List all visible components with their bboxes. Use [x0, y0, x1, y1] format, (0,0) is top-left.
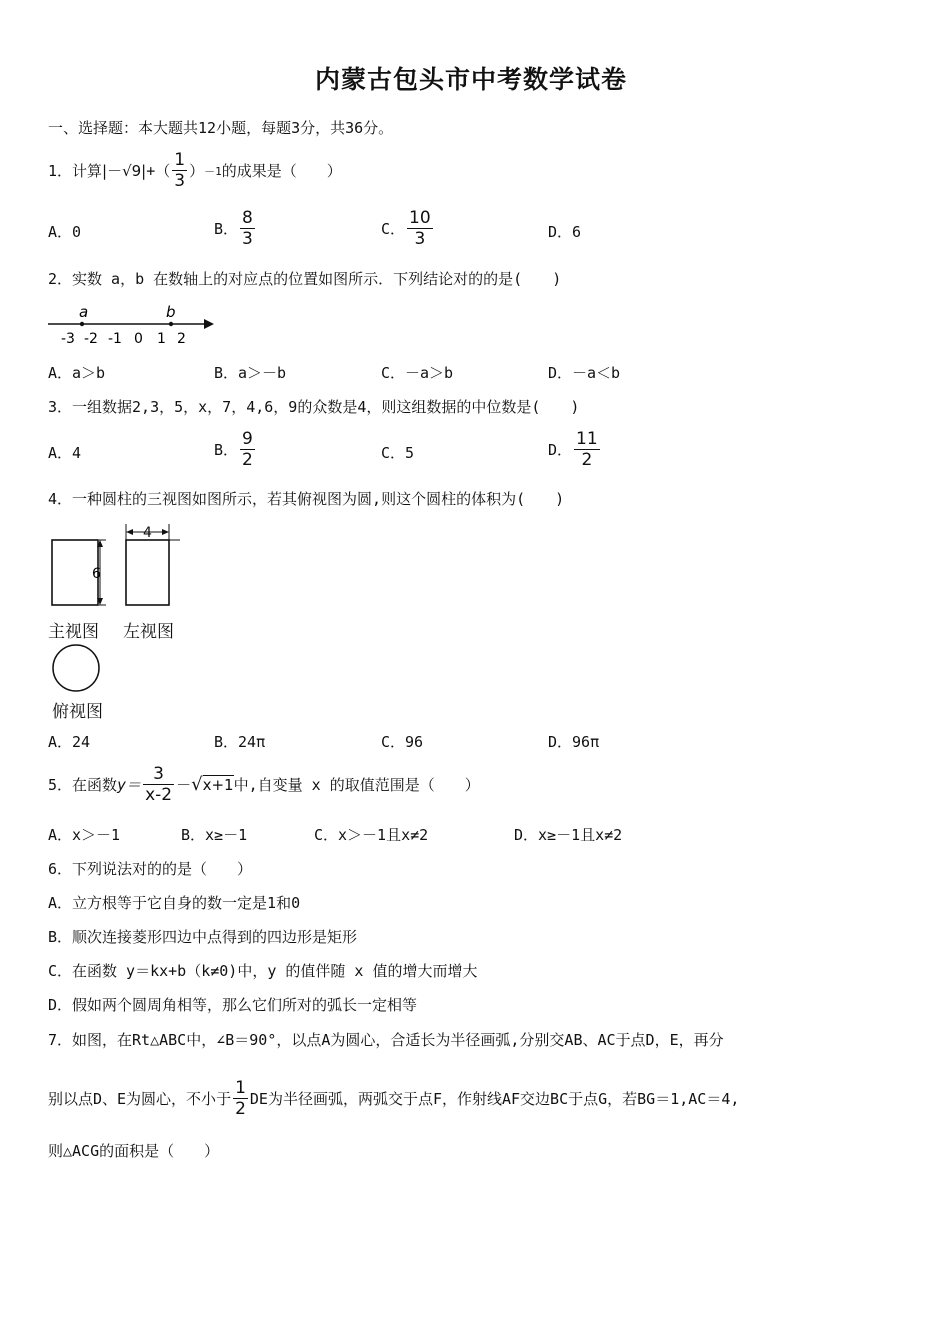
q2-option-c: C．－a＞b	[381, 364, 454, 382]
q5-minus: －	[176, 776, 192, 794]
q1-frac-den: 3	[174, 171, 186, 191]
top-view-caption: 俯视图	[52, 702, 103, 722]
q4-option-a: A．24	[48, 733, 91, 751]
q3-option-b	[214, 429, 257, 470]
q5-stem-b: 中,自变量 x 的取值范围是（ ）	[233, 776, 480, 794]
q2-option-a: A．a＞b	[48, 364, 106, 382]
q5-option-c: C．x＞－1且x≠2	[314, 826, 429, 844]
question-5-stem	[48, 764, 480, 805]
q3-option-a: A．4	[48, 444, 82, 462]
q1-stem-b: +（	[146, 162, 171, 180]
question-7-line-2	[48, 1078, 739, 1119]
q4-option-b: B．24π	[214, 733, 266, 751]
q3-option-d-label: D．	[548, 441, 573, 459]
q1-c-den: 3	[414, 229, 426, 249]
tick-label-neg2: -2	[84, 331, 98, 347]
q1-abs-expr: |－√9|	[102, 162, 147, 180]
width-dim-label: 4	[143, 525, 152, 541]
q3-option-b-frac	[240, 429, 255, 470]
tick-label-0: 0	[134, 331, 143, 347]
q6-option-c: C．在函数 y＝kx+b（k≠0)中，y 的值伴随 x 值的增大而增大	[48, 962, 478, 980]
q3-option-c: C．5	[381, 444, 415, 462]
left-view-caption: 左视图	[123, 622, 174, 642]
question-1-stem	[48, 150, 342, 191]
three-view-figure	[44, 520, 194, 620]
q4-option-d: D．96π	[548, 733, 600, 751]
tick-label-neg3: -3	[61, 331, 75, 347]
q1-exponent: －1	[204, 164, 222, 178]
q1-option-d: D．6	[548, 223, 582, 241]
q3-option-d	[548, 429, 602, 470]
tick-label-neg1: -1	[108, 331, 122, 347]
q3-b-den: 2	[242, 450, 253, 470]
question-3-stem: 3．一组数据2,3，5，x，7，4,6，9的众数是4，则这组数据的中位数是( )	[48, 398, 580, 416]
q1-frac-num: 1	[174, 150, 186, 170]
height-dim-label: 6	[92, 566, 101, 582]
number-line-arrow	[204, 319, 214, 329]
q1-option-c	[381, 208, 435, 249]
q1-option-c-label: C．	[381, 220, 406, 238]
q5-y-equals: y＝	[117, 776, 142, 794]
top-view-circle	[53, 645, 99, 691]
q5-fraction	[143, 764, 174, 805]
q1-c-num: 10	[409, 208, 431, 228]
q3-d-den: 2	[581, 450, 593, 470]
q1-b-den: 3	[242, 229, 253, 249]
tick-label-2: 2	[177, 331, 186, 347]
q3-b-num: 9	[242, 429, 253, 449]
point-b-dot	[169, 322, 173, 326]
q5-option-b: B．x≥－1	[181, 826, 248, 844]
point-a-dot	[80, 322, 84, 326]
q7-line2-a: 别以点D、E为圆心，不小于	[48, 1090, 232, 1108]
tick-label-1: 1	[157, 331, 166, 347]
q5-frac-den: x-2	[145, 785, 173, 805]
q1-stem-d: 的成果是（ ）	[221, 162, 342, 180]
q5-option-d: D．x≥－1且x≠2	[514, 826, 623, 844]
q1-b-num: 8	[242, 208, 253, 228]
q1-stem-c: ）	[189, 162, 205, 180]
q2-option-d: D．－a＜b	[548, 364, 621, 382]
q3-option-d-frac	[574, 429, 600, 470]
q4-option-c: C．96	[381, 733, 424, 751]
question-6-stem: 6．下列说法对的的是（ ）	[48, 860, 253, 878]
q7-frac-den: 2	[235, 1099, 246, 1119]
q5-stem-a: 5．在函数	[48, 776, 118, 794]
left-view-rect	[126, 540, 169, 605]
question-2-stem: 2．实数 a，b 在数轴上的对应点的位置如图所示．下列结论对的的是( )	[48, 270, 562, 288]
q1-option-b-frac	[240, 208, 255, 249]
q6-option-b: B．顺次连接菱形四边中点得到的四边形是矩形	[48, 928, 358, 946]
point-a-label: a	[79, 303, 89, 321]
question-7-line-3: 则△ACG的面积是（ ）	[48, 1142, 220, 1160]
q1-option-a: A．0	[48, 223, 82, 241]
top-view-figure	[50, 642, 104, 696]
q3-option-b-label: B．	[214, 441, 239, 459]
q6-option-a: A．立方根等于它自身的数一定是1和0	[48, 894, 301, 912]
q3-d-num: 11	[576, 429, 598, 449]
q1-option-b	[214, 208, 257, 249]
q1-option-c-frac	[407, 208, 433, 249]
q2-option-b: B．a＞－b	[214, 364, 287, 382]
page-title: 内蒙古包头市中考数学试卷	[315, 65, 628, 94]
number-line-figure	[44, 300, 219, 348]
point-b-label: b	[166, 303, 176, 321]
q5-option-a: A．x＞－1	[48, 826, 121, 844]
q7-line2-b: DE为半径画弧，两弧交于点F，作射线AF交边BC于点G，若BG＝1,AC＝4,	[249, 1090, 740, 1108]
q6-option-d: D．假如两个圆周角相等，那么它们所对的弧长一定相等	[48, 996, 418, 1014]
question-7-line-1: 7．如图，在Rt△ABC中，∠B＝90°，以点A为圆心，合适长为半径画弧,分别交AB、AC于点D，E，再分	[48, 1031, 724, 1049]
q1-stem-a: 1．计算	[48, 162, 103, 180]
q1-option-b-label: B．	[214, 220, 239, 238]
q5-frac-num: 3	[143, 764, 174, 785]
q7-frac-num: 1	[235, 1078, 246, 1098]
front-view-caption: 主视图	[48, 622, 99, 642]
q5-sqrt-content: x+1	[202, 776, 234, 794]
q1-fraction	[172, 150, 187, 191]
q5-sqrt-sign: √	[191, 774, 203, 795]
q7-fraction	[233, 1078, 248, 1119]
question-4-stem: 4．一种圆柱的三视图如图所示，若其俯视图为圆,则这个圆柱的体积为( )	[48, 490, 565, 508]
section-header: 一、选择题：本大题共12小题，每题3分，共36分。	[48, 119, 394, 137]
